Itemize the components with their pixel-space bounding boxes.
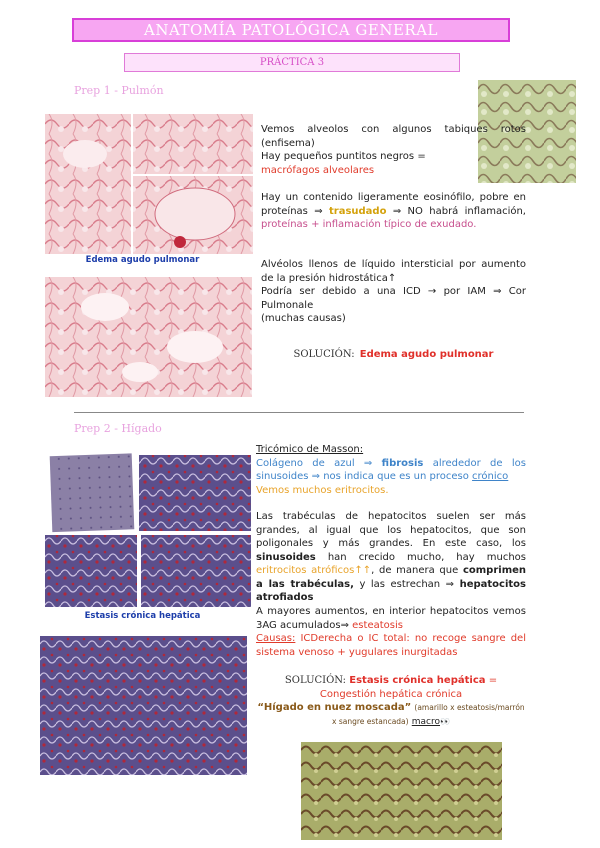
prep1-paragraph-3: Alvéolos llenos de líquido intersticial por aumento de la presión hidrostática↑ Podría ser debido a una ICD → por IAM ⇒ Cor Pulmonale (muchas causas) — [261, 259, 526, 324]
prep1-caption: Edema agudo pulmonar — [85, 255, 200, 265]
section-divider — [74, 412, 524, 413]
prep1-paragraph-2: Hay un contenido ligeramente eosinófilo, pobre en proteínas ⇒ trasudado ⇒ NO habrá inflamación, proteínas + inflamación típico de exudado. — [261, 192, 526, 230]
prep1-solution: SOLUCIÓN: Edema agudo pulmonar — [293, 349, 494, 360]
lung-edema-image — [45, 277, 252, 397]
prep1-title: Prep 1 - Pulmón — [74, 84, 164, 97]
page-subtitle: PRÁCTICA 3 — [124, 53, 460, 72]
liver-masson-image — [40, 636, 247, 775]
prep2-title: Prep 2 - Hígado — [74, 422, 162, 435]
prep2-solution: SOLUCIÓN: Estasis crónica hepática = Congestión hepática crónica “Hígado en nuez moscada” (amarillo x esteatosis/marrón x sangre estancada) macro👀 — [257, 675, 525, 727]
prep2-paragraph-1: Tricómico de Masson: Colágeno de azul ⇒ fibrosis alrededor de los sinusoides ⇒ nos indica que es un proceso crónico Vemos muchos eritrocitos. — [256, 444, 526, 496]
prep2-paragraph-2: Las trabéculas de hepatocitos suelen ser más grandes, al igual que los hepatocitos, que son poligonales y más grandes. En este caso, los sinusoides han crecido mucho, hay muchos eritrocitos atróficos↑↑, de manera que comprimen a las trabéculas, y las estrechan ⇒ hepatocitos atrofiados — [256, 511, 527, 603]
liver-collage-image — [45, 453, 251, 607]
lung-collage-image — [45, 114, 253, 254]
prep1-paragraph-1: Vemos alveolos con algunos tabiques rotos (enfisema) Hay pequeños puntitos negros = macrófagos alveolares — [261, 124, 526, 176]
page-title: ANATOMÍA PATOLÓGICA GENERAL — [72, 18, 510, 42]
liver-macro-image — [301, 742, 502, 840]
prep2-paragraph-3: A mayores aumentos, en interior hepatocitos vemos 3AG acumulados⇒ esteatosis Causas: ICDerecha o IC total: no recoge sangre del sistema venoso + yugulares inurgitadas — [256, 606, 526, 658]
prep2-caption: Estasis crónica hepática — [84, 611, 201, 621]
